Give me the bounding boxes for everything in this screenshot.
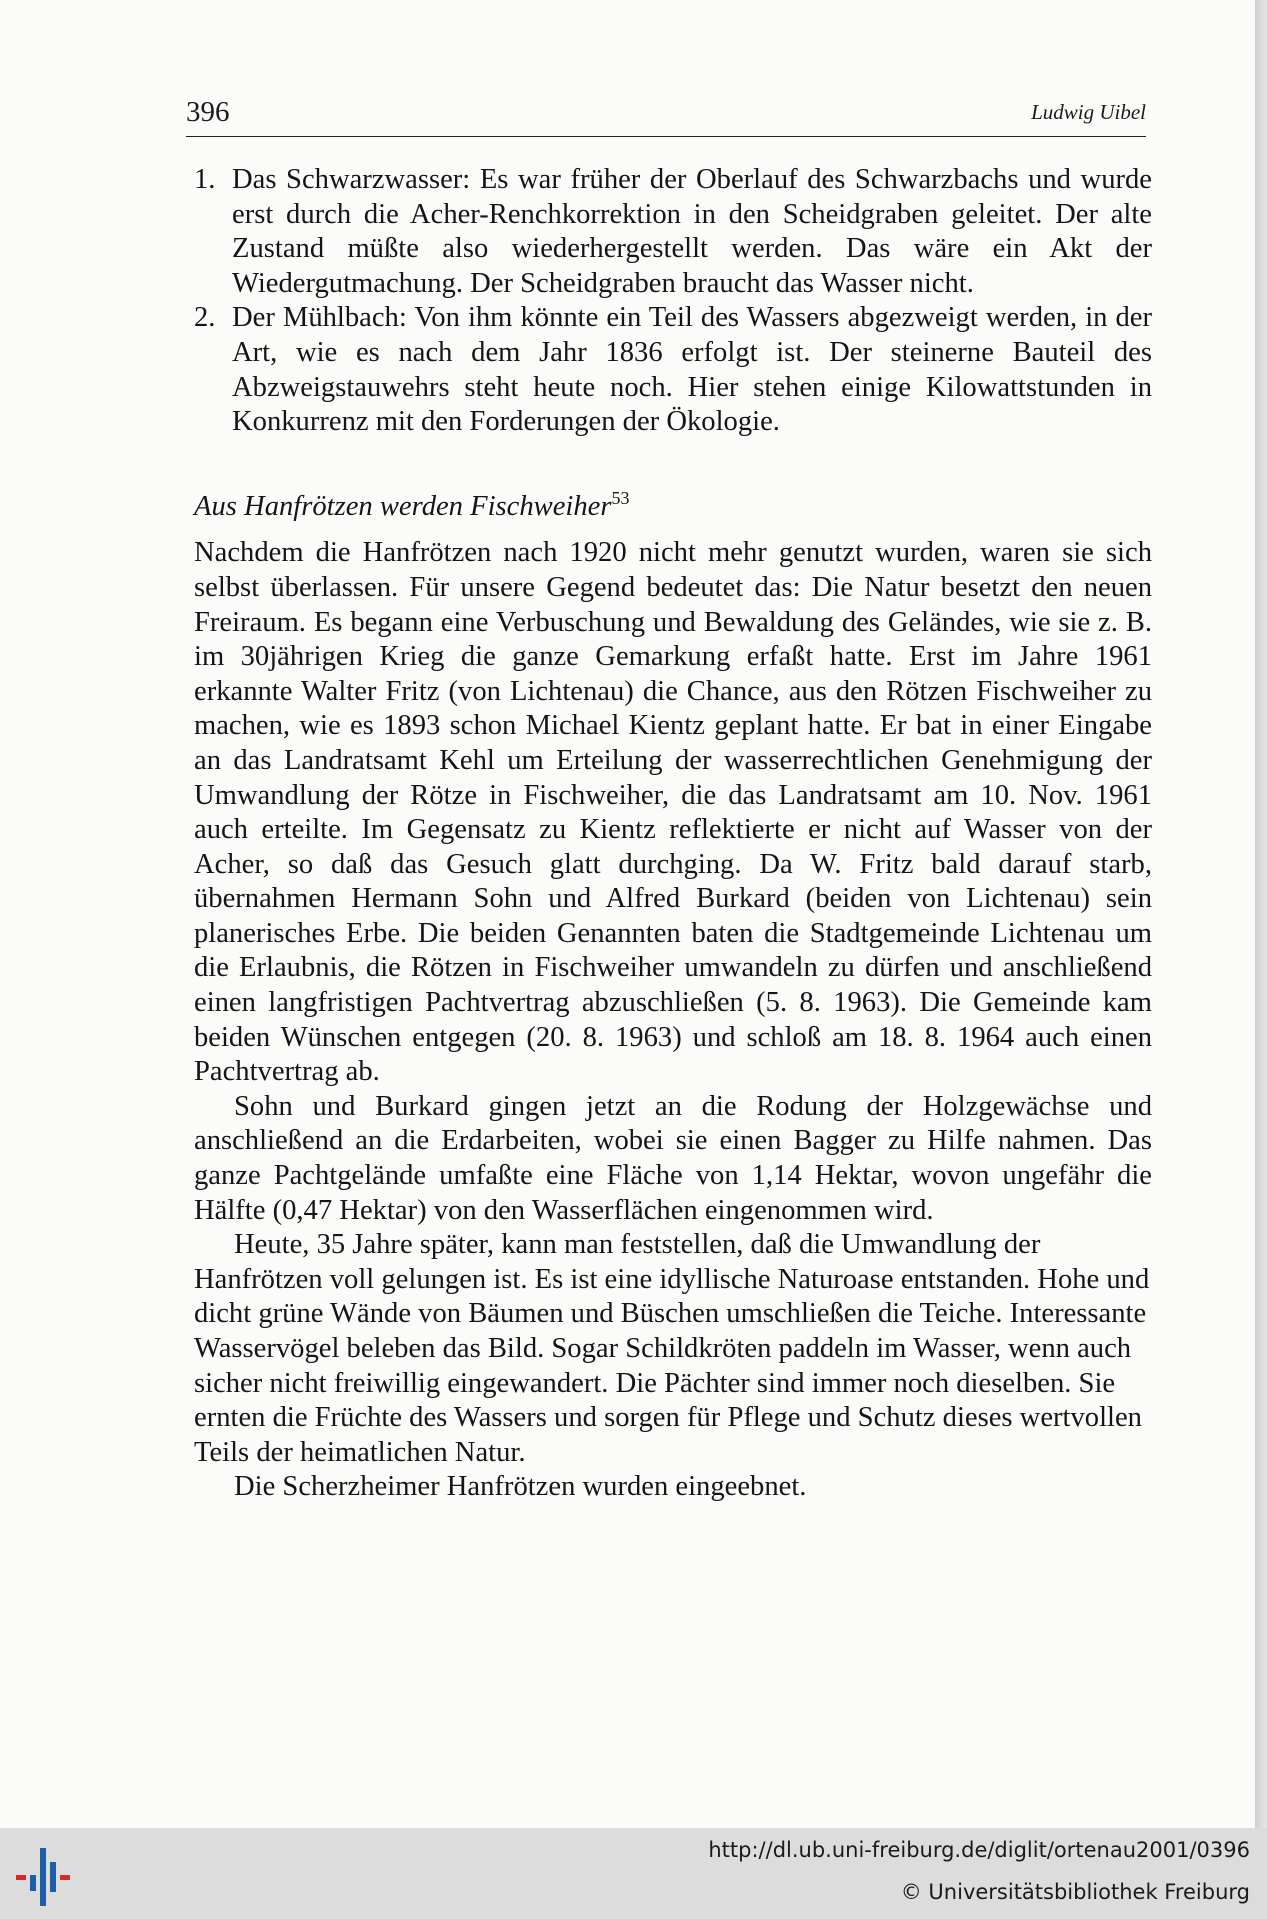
list-item-number: 1. [194,164,216,195]
library-logo-icon [16,1848,76,1906]
section-heading [194,487,1152,525]
viewer-footer [0,1828,1267,1919]
list-item-text: Der Mühlbach: Von ihm könnte ein Teil des Wassers abgezweigt werden, in der Art, wie es nach dem Jahr 1836 erfolgt ist. Der steinerne Bauteil des Abzweigstauwehrs steht heute noch. Hier stehen einige Kilowattstunden in Konkurrenz mit den Forderungen der Ökologie. [232,302,1152,438]
body-paragraph: Sohn und Burkard gingen jetzt an die Rodung der Holzgewächse und anschließend an die Erdarbeiten, wobei sie einen Bagger zu Hilfe nahmen. Das ganze Pachtgelände umfaßte eine Fläche von 1,14 Hektar, wovon ungefähr die Hälfte (0,47 Hektar) von den Wasserflächen eingenommen wird. [194,1090,1152,1226]
body-paragraph: Die Scherzheimer Hanfrötzen wurden eingeebnet. [234,1471,807,1503]
logo-red-bar [60,1875,70,1880]
permalink-url[interactable]: http://dl.ub.uni-freiburg.de/diglit/ortenau2001/0396 [708,1838,1250,1862]
logo-red-bar [16,1875,26,1880]
body-paragraph: Heute, 35 Jahre später, kann man feststellen, daß die Umwandlung der Hanfrötzen voll gelungen ist. Es ist eine idyllische Naturoase entstanden. Hohe und dicht grüne Wände von Bäumen und Büschen umschließen die Teiche. Interessante Wasservögel beleben das Bild. Sogar Schildkröten paddeln im Wasser, wenn auch sicher nicht freiwillig eingewandert. Die Pächter sind immer noch dieselben. Sie ernten die Früchte des Wassers und sorgen für Pflege und Schutz dieses wertvollen Teils der heimatlichen Natur. [194,1229,1150,1468]
body-paragraph: Nachdem die Hanfrötzen nach 1920 nicht mehr genutzt wurden, waren sie sich selbst überlassen. Für unsere Gegend bedeutet das: Die Natur besetzt den neuen Freiraum. Es begann eine Verbuschung und Bewaldung des Geländes, wie sie z. B. im 30jährigen Krieg die ganze Gemarkung erfaßt hatte. Erst im Jahre 1961 erkannte Walter Fritz (von Lichtenau) die Chance, aus den Rötzen Fischweiher zu machen, wie es 1893 schon Michael Kientz geplant hatte. Er bat in einer Eingabe an das Landratsamt Kehl um Erteilung der wasserrechtlichen Genehmigung der Umwandlung der Rötze in Fischweiher, die das Landratsamt am 10. Nov. 1961 auch erteilte. Im Gegensatz zu Kientz reflektierte er nicht auf Wasser von der Acher, so daß das Gesuch glatt durchging. Da W. Fritz bald darauf starb, übernahmen Hermann Sohn und Alfred Burkard (beiden von Lichtenau) sein planerisches Erbe. Die beiden Genannten baten die Stadtgemeinde Lichtenau um die Erlaubnis, die Rötzen in Fischweiher umwandeln zu dürfen und anschließend einen langfristigen Pachtvertrag abzuschließen (5. 8. 1963). Die Gemeinde kam beiden Wünschen entgegen (20. 8. 1963) und schloß am 18. 8. 1964 auch einen Pachtvertrag ab. [194,537,1152,1088]
footnote-reference[interactable]: 53 [611,487,630,508]
page-header [186,96,1146,137]
section-heading-text: Aus Hanfrötzen werden Fischweiher [194,490,612,522]
logo-blue-bar [40,1848,46,1906]
copyright-notice: © Universitätsbibliothek Freiburg [900,1880,1250,1904]
page-content [194,163,1152,1505]
logo-blue-bar [30,1875,36,1891]
logo-blue-bar [50,1862,56,1892]
page-edge-shadow [1255,0,1267,1828]
numbered-list [194,163,1152,440]
list-item [194,301,1152,439]
page-number: 396 [186,96,230,128]
list-item-number: 2. [194,302,216,334]
list-item-text: Das Schwarzwasser: Es war früher der Oberlauf des Schwarzbachs und wurde erst durch die Acher-Renchkorrektion in den Scheidgraben geleitet. Der alte Zustand müßte also wiederhergestellt werden. Das wäre ein Akt der Wiedergutmachung. Der Scheidgraben braucht das Wasser nicht. [232,164,1152,299]
list-item [194,163,1152,301]
running-head: Ludwig Uibel [1031,100,1146,124]
